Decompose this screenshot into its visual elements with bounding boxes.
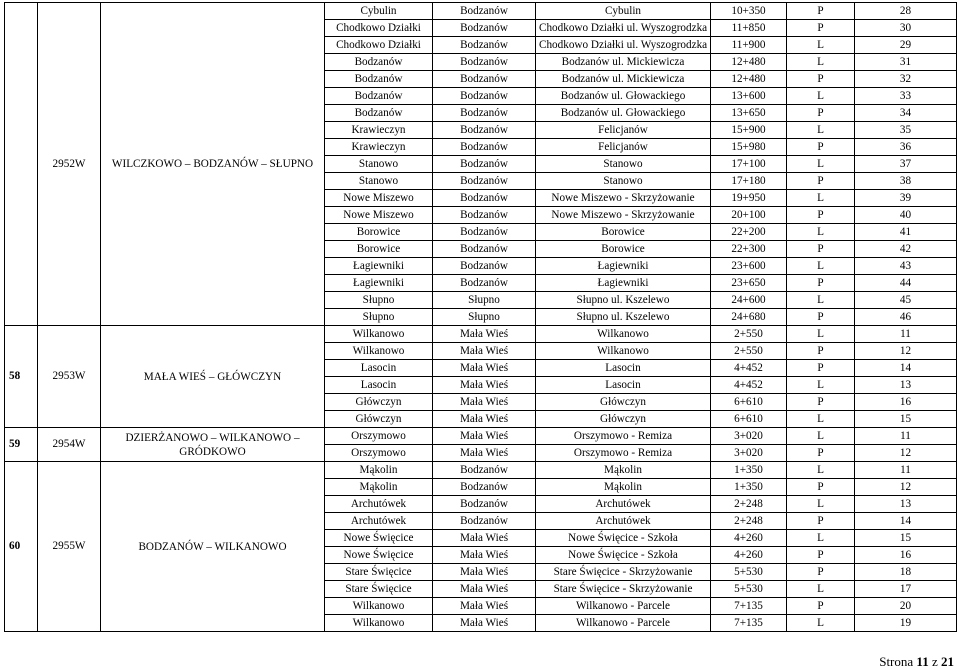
stop-name-cell: Wilkanowo [536,343,711,360]
town-cell: Bodzanów [325,54,433,71]
km-cell: 22+300 [711,241,787,258]
road-code-cell: 2952W [38,3,101,326]
town-cell: Krawieczyn [325,122,433,139]
commune-cell: Bodzanów [433,241,536,258]
stop-name-cell: Bodzanów ul. Mickiewicza [536,71,711,88]
town-cell: Cybulin [325,3,433,20]
stop-name-cell: Nowe Miszewo - Skrzyżowanie [536,207,711,224]
side-cell: L [787,122,855,139]
road-code-cell: 2954W [38,428,101,462]
town-cell: Chodkowo Działki [325,20,433,37]
commune-cell: Bodzanów [433,173,536,190]
stop-number-cell: 30 [855,20,957,37]
town-cell: Łagiewniki [325,258,433,275]
table-row [5,3,957,20]
commune-cell: Bodzanów [433,122,536,139]
km-cell: 7+135 [711,598,787,615]
side-cell: L [787,156,855,173]
side-cell: L [787,326,855,343]
km-cell: 17+100 [711,156,787,173]
route-name-cell: DZIERŻANOWO – WILKANOWO – GRÓDKOWO [101,428,325,462]
commune-cell: Bodzanów [433,275,536,292]
stop-name-cell: Nowe Miszewo - Skrzyżowanie [536,190,711,207]
commune-cell: Słupno [433,309,536,326]
stop-name-cell: Łagiewniki [536,258,711,275]
town-cell: Stanowo [325,173,433,190]
commune-cell: Bodzanów [433,71,536,88]
km-cell: 6+610 [711,394,787,411]
side-cell: L [787,496,855,513]
town-cell: Nowe Święcice [325,547,433,564]
stop-name-cell: Wilkanowo - Parcele [536,615,711,632]
route-name-cell: MAŁA WIEŚ – GŁÓWCZYN [101,326,325,428]
stop-name-cell: Bodzanów ul. Głowackiego [536,105,711,122]
page-separator: z [931,654,938,669]
stop-name-cell: Nowe Święcice - Szkoła [536,530,711,547]
stop-number-cell: 38 [855,173,957,190]
route-name-cell: BODZANÓW – WILKANOWO [101,462,325,632]
commune-cell: Bodzanów [433,37,536,54]
stop-name-cell: Lasocin [536,360,711,377]
town-cell: Wilkanowo [325,326,433,343]
km-cell: 23+650 [711,275,787,292]
km-cell: 2+550 [711,343,787,360]
stop-number-cell: 35 [855,122,957,139]
km-cell: 2+248 [711,496,787,513]
stop-name-cell: Stanowo [536,173,711,190]
stop-name-cell: Felicjanów [536,139,711,156]
stop-name-cell: Bodzanów ul. Głowackiego [536,88,711,105]
km-cell: 2+550 [711,326,787,343]
town-cell: Stare Święcice [325,581,433,598]
stop-number-cell: 18 [855,564,957,581]
commune-cell: Bodzanów [433,88,536,105]
commune-cell: Mała Wieś [433,394,536,411]
stop-number-cell: 15 [855,411,957,428]
side-cell: P [787,207,855,224]
side-cell: L [787,411,855,428]
town-cell: Wilkanowo [325,598,433,615]
stop-number-cell: 33 [855,88,957,105]
stop-name-cell: Orszymowo - Remiza [536,445,711,462]
town-cell: Wilkanowo [325,615,433,632]
stop-number-cell: 12 [855,445,957,462]
km-cell: 12+480 [711,71,787,88]
group-lp-cell [5,3,38,326]
stop-number-cell: 31 [855,54,957,71]
km-cell: 23+600 [711,258,787,275]
town-cell: Archutówek [325,496,433,513]
stop-name-cell: Borowice [536,224,711,241]
stop-number-cell: 13 [855,377,957,394]
stop-name-cell: Stare Święcice - Skrzyżowanie [536,581,711,598]
side-cell: P [787,564,855,581]
commune-cell: Mała Wieś [433,360,536,377]
stop-name-cell: Mąkolin [536,462,711,479]
stop-name-cell: Orszymowo - Remiza [536,428,711,445]
stop-number-cell: 11 [855,326,957,343]
town-cell: Słupno [325,292,433,309]
side-cell: P [787,139,855,156]
road-code-cell: 2953W [38,326,101,428]
stop-number-cell: 16 [855,394,957,411]
stop-name-cell: Wilkanowo [536,326,711,343]
side-cell: P [787,105,855,122]
stop-number-cell: 15 [855,530,957,547]
side-cell: P [787,275,855,292]
commune-cell: Mała Wieś [433,411,536,428]
km-cell: 19+950 [711,190,787,207]
town-cell: Nowe Święcice [325,530,433,547]
stop-number-cell: 14 [855,513,957,530]
commune-cell: Mała Wieś [433,547,536,564]
side-cell: L [787,462,855,479]
group-lp-cell: 59 [5,428,38,462]
town-cell: Borowice [325,224,433,241]
stop-name-cell: Cybulin [536,3,711,20]
km-cell: 24+680 [711,309,787,326]
town-cell: Stare Święcice [325,564,433,581]
stop-number-cell: 40 [855,207,957,224]
stop-number-cell: 41 [855,224,957,241]
town-cell: Bodzanów [325,105,433,122]
town-cell: Krawieczyn [325,139,433,156]
town-cell: Łagiewniki [325,275,433,292]
stop-name-cell: Chodkowo Działki ul. Wyszogrodzka [536,37,711,54]
stop-number-cell: 37 [855,156,957,173]
side-cell: P [787,343,855,360]
commune-cell: Bodzanów [433,20,536,37]
km-cell: 1+350 [711,462,787,479]
side-cell: L [787,615,855,632]
stop-number-cell: 44 [855,275,957,292]
stop-name-cell: Felicjanów [536,122,711,139]
stop-number-cell: 17 [855,581,957,598]
stop-name-cell: Lasocin [536,377,711,394]
km-cell: 13+600 [711,88,787,105]
side-cell: P [787,20,855,37]
stop-name-cell: Słupno ul. Kszelewo [536,309,711,326]
commune-cell: Bodzanów [433,156,536,173]
km-cell: 3+020 [711,445,787,462]
road-code-cell: 2955W [38,462,101,632]
group-lp-cell: 58 [5,326,38,428]
stop-name-cell: Archutówek [536,496,711,513]
commune-cell: Bodzanów [433,258,536,275]
km-cell: 22+200 [711,224,787,241]
bus-stops-table [4,2,957,632]
side-cell: P [787,598,855,615]
stop-name-cell: Bodzanów ul. Mickiewicza [536,54,711,71]
km-cell: 11+850 [711,20,787,37]
page-current: 11 [916,654,929,669]
stop-number-cell: 14 [855,360,957,377]
commune-cell: Bodzanów [433,3,536,20]
town-cell: Bodzanów [325,71,433,88]
stop-name-cell: Nowe Święcice - Szkoła [536,547,711,564]
stop-name-cell: Archutówek [536,513,711,530]
town-cell: Borowice [325,241,433,258]
km-cell: 4+260 [711,547,787,564]
town-cell: Nowe Miszewo [325,190,433,207]
side-cell: L [787,88,855,105]
km-cell: 7+135 [711,615,787,632]
km-cell: 10+350 [711,3,787,20]
stop-name-cell: Borowice [536,241,711,258]
stop-name-cell: Wilkanowo - Parcele [536,598,711,615]
commune-cell: Bodzanów [433,139,536,156]
km-cell: 4+452 [711,360,787,377]
table-row [5,326,957,343]
commune-cell: Mała Wieś [433,564,536,581]
stop-name-cell: Stanowo [536,156,711,173]
km-cell: 2+248 [711,513,787,530]
km-cell: 17+180 [711,173,787,190]
town-cell: Orszymowo [325,428,433,445]
km-cell: 4+260 [711,530,787,547]
side-cell: L [787,37,855,54]
stop-number-cell: 32 [855,71,957,88]
commune-cell: Bodzanów [433,479,536,496]
town-cell: Bodzanów [325,88,433,105]
stop-number-cell: 28 [855,3,957,20]
side-cell: L [787,224,855,241]
km-cell: 12+480 [711,54,787,71]
town-cell: Główczyn [325,411,433,428]
side-cell: P [787,547,855,564]
stop-number-cell: 45 [855,292,957,309]
stop-name-cell: Główczyn [536,394,711,411]
km-cell: 6+610 [711,411,787,428]
stop-name-cell: Łagiewniki [536,275,711,292]
page-total: 21 [941,654,954,669]
town-cell: Główczyn [325,394,433,411]
stop-name-cell: Słupno ul. Kszelewo [536,292,711,309]
side-cell: P [787,71,855,88]
stop-number-cell: 11 [855,428,957,445]
commune-cell: Mała Wieś [433,598,536,615]
commune-cell: Bodzanów [433,462,536,479]
stop-number-cell: 13 [855,496,957,513]
town-cell: Chodkowo Działki [325,37,433,54]
town-cell: Lasocin [325,360,433,377]
km-cell: 15+900 [711,122,787,139]
stop-name-cell: Chodkowo Działki ul. Wyszogrodzka [536,20,711,37]
side-cell: P [787,360,855,377]
km-cell: 24+600 [711,292,787,309]
stop-number-cell: 19 [855,615,957,632]
town-cell: Mąkolin [325,479,433,496]
page-label: Strona [879,654,914,669]
town-cell: Nowe Miszewo [325,207,433,224]
table-row [5,428,957,445]
stop-number-cell: 29 [855,37,957,54]
side-cell: P [787,479,855,496]
km-cell: 4+452 [711,377,787,394]
commune-cell: Bodzanów [433,207,536,224]
side-cell: P [787,513,855,530]
km-cell: 3+020 [711,428,787,445]
side-cell: P [787,241,855,258]
km-cell: 20+100 [711,207,787,224]
side-cell: L [787,530,855,547]
side-cell: L [787,258,855,275]
commune-cell: Mała Wieś [433,377,536,394]
commune-cell: Mała Wieś [433,445,536,462]
side-cell: P [787,173,855,190]
stop-number-cell: 36 [855,139,957,156]
stop-number-cell: 46 [855,309,957,326]
side-cell: L [787,292,855,309]
stop-name-cell: Główczyn [536,411,711,428]
town-cell: Lasocin [325,377,433,394]
stop-number-cell: 20 [855,598,957,615]
commune-cell: Bodzanów [433,496,536,513]
table-body [5,3,957,632]
commune-cell: Mała Wieś [433,428,536,445]
commune-cell: Bodzanów [433,224,536,241]
page-footer [879,654,954,670]
stop-number-cell: 39 [855,190,957,207]
stop-name-cell: Stare Święcice - Skrzyżowanie [536,564,711,581]
town-cell: Mąkolin [325,462,433,479]
town-cell: Orszymowo [325,445,433,462]
commune-cell: Bodzanów [433,54,536,71]
stop-number-cell: 42 [855,241,957,258]
side-cell: L [787,54,855,71]
route-name-cell: WILCZKOWO – BODZANÓW – SŁUPNO [101,3,325,326]
km-cell: 15+980 [711,139,787,156]
town-cell: Archutówek [325,513,433,530]
stop-number-cell: 43 [855,258,957,275]
commune-cell: Mała Wieś [433,530,536,547]
commune-cell: Słupno [433,292,536,309]
town-cell: Stanowo [325,156,433,173]
km-cell: 5+530 [711,581,787,598]
group-lp-cell: 60 [5,462,38,632]
commune-cell: Mała Wieś [433,581,536,598]
side-cell: P [787,309,855,326]
stop-number-cell: 12 [855,343,957,360]
side-cell: L [787,581,855,598]
side-cell: P [787,445,855,462]
commune-cell: Mała Wieś [433,343,536,360]
side-cell: P [787,3,855,20]
town-cell: Wilkanowo [325,343,433,360]
side-cell: L [787,190,855,207]
town-cell: Słupno [325,309,433,326]
stop-number-cell: 11 [855,462,957,479]
stop-number-cell: 34 [855,105,957,122]
commune-cell: Bodzanów [433,190,536,207]
commune-cell: Mała Wieś [433,615,536,632]
commune-cell: Mała Wieś [433,326,536,343]
km-cell: 5+530 [711,564,787,581]
side-cell: P [787,394,855,411]
stop-name-cell: Mąkolin [536,479,711,496]
km-cell: 1+350 [711,479,787,496]
side-cell: L [787,428,855,445]
table-row [5,462,957,479]
commune-cell: Bodzanów [433,105,536,122]
stop-number-cell: 12 [855,479,957,496]
commune-cell: Bodzanów [433,513,536,530]
side-cell: L [787,377,855,394]
km-cell: 11+900 [711,37,787,54]
stop-number-cell: 16 [855,547,957,564]
km-cell: 13+650 [711,105,787,122]
